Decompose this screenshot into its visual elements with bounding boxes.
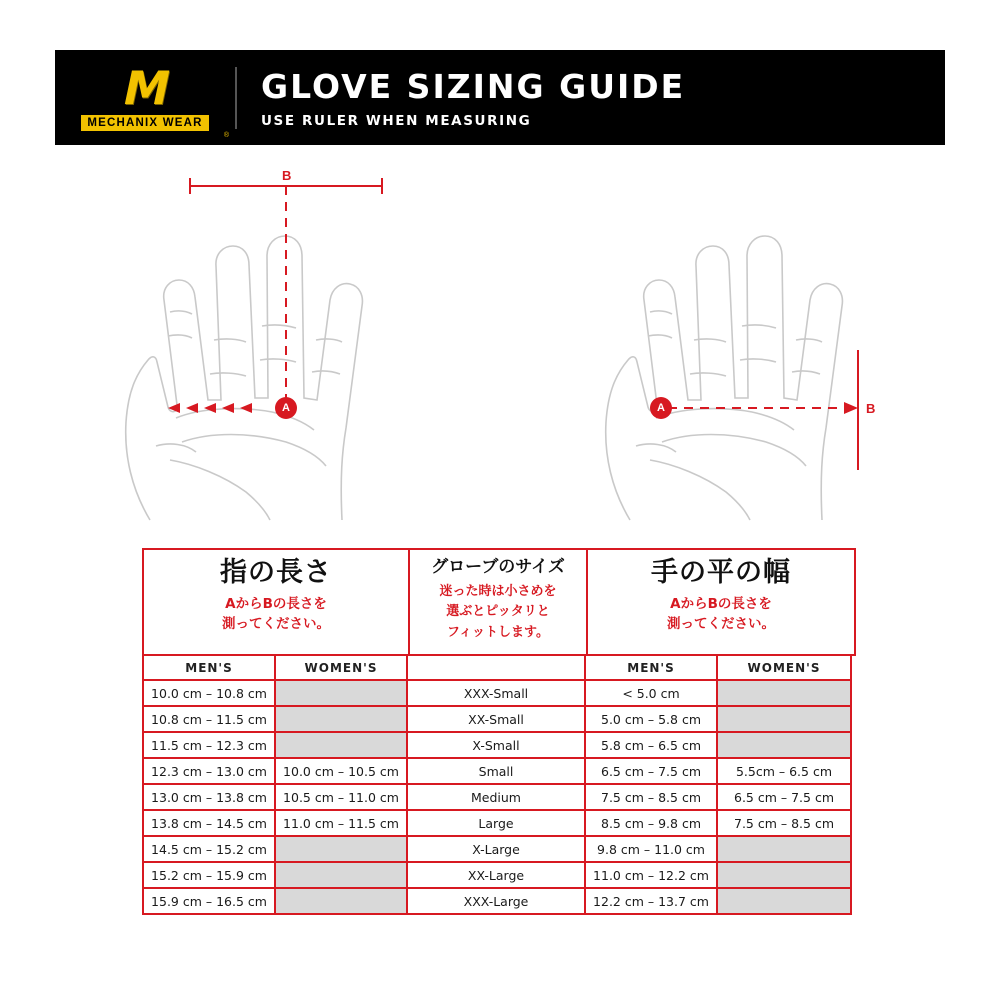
palm-col-womens: WOMEN'S <box>716 654 852 683</box>
cell-glove-size: X-Large <box>406 835 586 863</box>
cell-palm-mens: 12.2 cm – 13.7 cm <box>584 887 718 915</box>
cell-palm-mens: 6.5 cm – 7.5 cm <box>584 757 718 785</box>
logo-wordmark: MECHANIX WEAR <box>81 115 208 131</box>
mechanix-wear-logo <box>55 50 235 145</box>
cell-finger-mens: 12.3 cm – 13.0 cm <box>142 757 276 785</box>
left-hand-illustration <box>90 160 490 530</box>
cell-finger-mens: 15.9 cm – 16.5 cm <box>142 887 276 915</box>
cell-finger-womens <box>274 731 408 759</box>
label-b-top: B <box>282 168 292 183</box>
finger-length-header <box>142 548 410 656</box>
cell-finger-mens: 14.5 cm – 15.2 cm <box>142 835 276 863</box>
sizing-tables <box>142 548 858 915</box>
page-title: GLOVE SIZING GUIDE <box>261 66 686 106</box>
cell-finger-mens: 10.0 cm – 10.8 cm <box>142 679 276 707</box>
table-row <box>142 785 858 811</box>
table-row <box>142 707 858 733</box>
palm-width-diagram <box>570 160 970 530</box>
cell-palm-womens: 5.5cm – 6.5 cm <box>716 757 852 785</box>
palm-instruction-line2: 測ってください。 <box>667 615 775 632</box>
table-row <box>142 837 858 863</box>
cell-finger-womens: 11.0 cm – 11.5 cm <box>274 809 408 837</box>
cell-finger-mens: 15.2 cm – 15.9 cm <box>142 861 276 889</box>
cell-palm-mens: 5.8 cm – 6.5 cm <box>584 731 718 759</box>
cell-palm-womens <box>716 731 852 759</box>
cell-palm-womens <box>716 679 852 707</box>
registered-trademark-icon: ® <box>223 132 229 139</box>
finger-col-womens: WOMEN'S <box>274 654 408 683</box>
cell-palm-womens <box>716 835 852 863</box>
size-instruction-line2: 選ぶとピッタリと <box>446 604 550 620</box>
cell-finger-mens: 13.0 cm – 13.8 cm <box>142 783 276 811</box>
table-row <box>142 681 858 707</box>
cell-glove-size: XXX-Small <box>406 679 586 707</box>
cell-palm-womens: 6.5 cm – 7.5 cm <box>716 783 852 811</box>
table-row <box>142 811 858 837</box>
glove-size-title: グローブのサイズ <box>431 557 565 577</box>
cell-palm-womens <box>716 861 852 889</box>
table-row <box>142 889 858 915</box>
point-a-marker: A <box>650 397 672 419</box>
cell-glove-size: X-Small <box>406 731 586 759</box>
cell-glove-size: Small <box>406 757 586 785</box>
cell-finger-mens: 13.8 cm – 14.5 cm <box>142 809 276 837</box>
palm-width-header <box>586 548 856 656</box>
cell-finger-womens <box>274 705 408 733</box>
size-instruction-line1: 迷った時は小さめを <box>439 583 557 599</box>
finger-length-diagram <box>90 160 490 530</box>
logo-m-icon: M <box>118 60 172 115</box>
table-row <box>142 733 858 759</box>
point-a-marker: A <box>275 397 297 419</box>
finger-length-instruction <box>148 594 404 635</box>
cell-palm-womens <box>716 705 852 733</box>
glove-size-header <box>408 548 588 656</box>
right-hand-illustration <box>570 160 970 530</box>
finger-length-title: 指の長さ <box>220 557 332 588</box>
cell-glove-size: Medium <box>406 783 586 811</box>
palm-col-mens: MEN'S <box>584 654 718 683</box>
table-row <box>142 759 858 785</box>
cell-finger-mens: 11.5 cm – 12.3 cm <box>142 731 276 759</box>
palm-instruction-line1: AからBの長さを <box>670 595 772 612</box>
cell-finger-womens: 10.0 cm – 10.5 cm <box>274 757 408 785</box>
cell-glove-size: XX-Small <box>406 705 586 733</box>
cell-glove-size: Large <box>406 809 586 837</box>
palm-width-title: 手の平の幅 <box>651 557 791 588</box>
cell-palm-mens: 9.8 cm – 11.0 cm <box>584 835 718 863</box>
cell-palm-mens: 7.5 cm – 8.5 cm <box>584 783 718 811</box>
cell-finger-womens <box>274 835 408 863</box>
cell-finger-mens: 10.8 cm – 11.5 cm <box>142 705 276 733</box>
palm-width-instruction <box>592 594 850 635</box>
sizing-data-grid <box>142 681 858 915</box>
cell-palm-mens: 11.0 cm – 12.2 cm <box>584 861 718 889</box>
label-b-right: B <box>866 401 876 416</box>
table-header-row <box>142 548 858 656</box>
cell-palm-mens: 8.5 cm – 9.8 cm <box>584 809 718 837</box>
header-bar <box>55 50 945 145</box>
cell-glove-size: XXX-Large <box>406 887 586 915</box>
cell-palm-mens: < 5.0 cm <box>584 679 718 707</box>
finger-instruction-line2: 測ってください。 <box>222 615 330 632</box>
table-row <box>142 863 858 889</box>
page-subtitle: USE RULER WHEN MEASURING <box>261 112 532 129</box>
cell-palm-womens <box>716 887 852 915</box>
finger-instruction-line1: AからBの長さを <box>225 595 327 612</box>
cell-glove-size: XX-Large <box>406 861 586 889</box>
cell-finger-womens <box>274 887 408 915</box>
finger-col-mens: MEN'S <box>142 654 276 683</box>
cell-palm-mens: 5.0 cm – 5.8 cm <box>584 705 718 733</box>
glove-size-instruction <box>414 582 582 644</box>
cell-finger-womens <box>274 861 408 889</box>
size-instruction-line3: フィットします。 <box>447 625 549 641</box>
header-text-block <box>237 67 685 129</box>
cell-finger-womens <box>274 679 408 707</box>
cell-palm-womens: 7.5 cm – 8.5 cm <box>716 809 852 837</box>
cell-finger-womens: 10.5 cm – 11.0 cm <box>274 783 408 811</box>
